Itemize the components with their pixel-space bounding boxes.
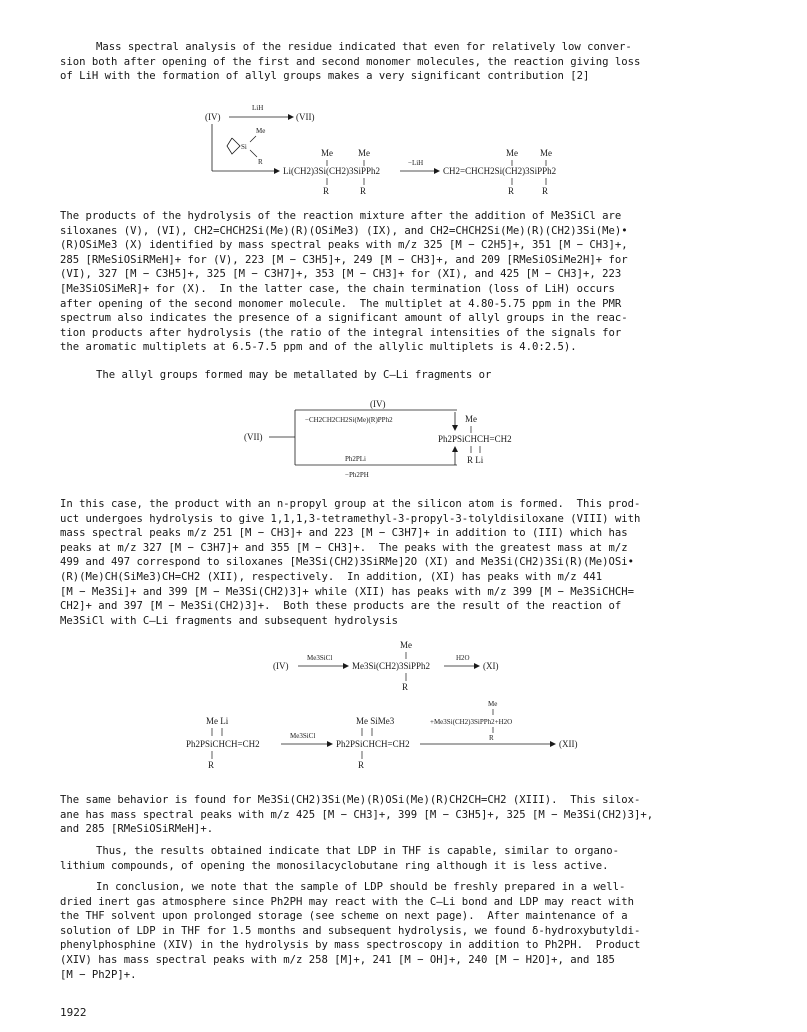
arrow-label: −Ph2PH <box>345 471 369 479</box>
text-line: peaks at m/z 327 [M − C3H7]+ and 355 [M − CH3]+. The peaks with the greatest mass at m/z <box>60 541 628 554</box>
arrow-label: −CH2CH2CH2Si(Me)(R)PPh2 <box>305 416 393 424</box>
text-line: dried inert gas atmosphere since Ph2PH may react with the C—Li bond and LDP may react with <box>60 895 635 908</box>
methyl-label: Me <box>540 148 552 158</box>
text-line: Thus, the results obtained indicate that LDP in THF is capable, similar to organo- <box>96 845 619 857</box>
scheme-label: (XII) <box>559 739 578 749</box>
text-line: ane has mass spectral peaks with m/z 425 [M − CH3]+, 399 [M − C3H5]+, 325 [M − Me3Si(CH2)3]+, <box>60 808 654 821</box>
formula: Ph2PSiCHCH=CH2 <box>186 739 260 749</box>
text-line: In conclusion, we note that the sample of LDP should be freshly prepared in a well- <box>96 881 626 893</box>
methyl-label: Me <box>358 148 370 158</box>
substituent-label: Me SiMe3 <box>356 716 395 726</box>
page-number: 1922 <box>60 1006 87 1019</box>
arrow-label: Ph2PLi <box>345 455 367 463</box>
text-line: CH2]+ and 397 [M − Me3Si(CH2)3]+. Both these products are the result of the reaction of <box>60 600 622 613</box>
methyl-label: Me <box>488 700 498 708</box>
text-line: (VI), 327 [M − C3H5]+, 325 [M − C3H7]+, 353 [M − CH3]+ for (XI), and 425 [M − CH3]+, 223 <box>60 268 622 281</box>
arrowhead <box>550 741 556 747</box>
methyl-label: Me <box>321 148 333 158</box>
formula: Me3Si(CH2)3SiPPh2 <box>352 661 431 671</box>
substituent-label: R <box>542 186 549 196</box>
substituent-label: R <box>323 186 330 196</box>
substituent-label: R <box>508 186 515 196</box>
arrow-label: H2O <box>456 654 470 662</box>
text-line: sion both after opening of the first and second monomer molecules, the reaction giving loss <box>60 55 641 68</box>
paragraph-7 <box>60 880 786 982</box>
text-line: 285 [RMeSiOSiRMeH]+ for (V), 223 [M − C3H5]+, 249 [M − CH3]+, and 209 [RMeSiOSiMe2H]+ for <box>60 253 628 266</box>
scheme-label: (IV) <box>205 112 221 122</box>
methyl-label: Me <box>400 640 412 650</box>
text-line: and 285 [RMeSiOSiRMeH]+. <box>60 823 214 836</box>
arrow-label: LiH <box>252 104 264 112</box>
formula: Ph2PSiCHCH=CH2 <box>438 434 512 444</box>
arrow-label: Me3SiCl <box>290 732 316 740</box>
formula: CH2=CHCH2Si(CH2)3SiPPh2 <box>443 166 557 176</box>
substituent-label: R <box>489 734 494 742</box>
text-line: The allyl groups formed may be metallated by C—Li fragments or <box>96 369 492 381</box>
text-line: of LiH with the formation of allyl groups makes a very significant contribution [2] <box>60 70 590 83</box>
paragraph-6 <box>60 844 786 873</box>
text-line: (XIV) has mass spectral peaks with m/z 258 [M]+, 241 [M − OH]+, 240 [M − H2O]+, and 185 <box>60 953 615 966</box>
substituent-label: R <box>258 158 263 166</box>
text-line: after opening of the second monomer molecule. The multiplet at 4.80-5.75 ppm in the PMR <box>60 297 622 310</box>
text-line: solution of LDP in THF for 1.5 months and subsequent hydrolysis, we found δ-hydroxybutyldi- <box>60 924 641 937</box>
text-line: [M − Me3Si]+ and 399 [M − Me3Si(CH2)3]+ while (XII) has peaks with m/z 399 [M − Me3SiCHCH= <box>60 585 635 598</box>
arrow-label: Me3SiCl <box>307 654 333 662</box>
text-line: the aromatic multiplets at 6.5-7.5 ppm and of the allylic multiplets is 4.0:2.5). <box>60 341 577 354</box>
text-line: the THF solvent upon prolonged storage (see scheme on next page). After maintenance of a <box>60 910 628 923</box>
methyl-label: Me <box>465 414 477 424</box>
text-line: In this case, the product with an n-propyl group at the silicon atom is formed. This prod- <box>60 498 641 510</box>
substituent-label: R <box>358 760 365 770</box>
text-line: spectrum also indicates the presence of a significant amount of allyl groups in the reac- <box>60 312 628 325</box>
ring-atom: Si <box>241 143 247 151</box>
arrow-label: +Me3Si(CH2)3SiPPh2+H2O <box>430 718 513 726</box>
text-line: The same behavior is found for Me3Si(CH2)3Si(Me)(R)OSi(Me)(R)CH2CH=CH2 (XIII). This silox- <box>60 794 641 806</box>
formula: Ph2PSiCHCH=CH2 <box>336 739 410 749</box>
substituent-label: Me Li <box>206 716 229 726</box>
scheme-label: (IV) <box>370 399 386 409</box>
text-line: [M − Ph2P]+. <box>60 968 137 981</box>
text-line: Me3SiCl with C—Li fragments and subsequent hydrolysis <box>60 614 399 627</box>
text-line: siloxanes (V), (VI), CH2=CHCH2Si(Me)(R)(OSiMe3) (IX), and CH2=CHCH2Si(Me)(R)(CH2)3Si(Me)• <box>60 224 628 237</box>
substituent-label: R Li <box>467 455 484 465</box>
text-line: 499 and 497 correspond to siloxanes [Me3Si(CH2)3SiRMe]2O (XI) and Me3Si(CH2)3Si(R)(Me)OSi• <box>60 556 635 569</box>
text-line: (R)(Me)CH(SiMe3)CH=CH2 (XII), respectively. In addition, (XI) has peaks with m/z 441 <box>60 570 603 583</box>
scheme-label: (VII) <box>296 112 315 122</box>
text-line: Mass spectral analysis of the residue indicated that even for relatively low conver- <box>96 41 632 53</box>
substituent-label: R <box>360 186 367 196</box>
arrow-label: −LiH <box>408 159 424 167</box>
methyl-label: Me <box>256 127 266 135</box>
text-line: The products of the hydrolysis of the reaction mixture after the addition of Me3SiCl are <box>60 210 622 222</box>
substituent-label: R <box>402 682 409 692</box>
scheme-label: (IV) <box>273 661 289 671</box>
methyl-label: Me <box>506 148 518 158</box>
text-line: uct undergoes hydrolysis to give 1,1,1,3-tetramethyl-3-propyl-3-tolyldisiloxane (VIII) with <box>60 512 641 525</box>
text-line: (R)OSiMe3 (X) identified by mass spectral peaks with m/z 325 [M − C2H5]+, 351 [M − CH3]+, <box>60 239 628 252</box>
text-line: mass spectral peaks m/z 251 [M − CH3]+ and 223 [M − C3H7]+ in addition to (III) which has <box>60 527 628 540</box>
text-line: phenylphosphine (XIV) in the hydrolysis by mass spectroscopy in addition to Ph2PH. Product <box>60 939 641 952</box>
arrowhead <box>327 741 333 747</box>
text-line: [Me3SiOSiMeR]+ for (X). In the latter case, the chain termination (loss of LiH) occurs <box>60 282 615 295</box>
substituent-label: R <box>208 760 215 770</box>
formula: Li(CH2)3Si(CH2)3SiPPh2 <box>283 166 381 176</box>
text-line: tion products after hydrolysis (the ratio of the integral intensities of the signals for <box>60 326 622 339</box>
text-line: lithium compounds, of opening the monosilacyclobutane ring although it is less active. <box>60 859 609 872</box>
scheme-label: (XI) <box>483 661 499 671</box>
paragraph-5 <box>60 793 750 837</box>
scheme-label: (VII) <box>244 432 263 442</box>
